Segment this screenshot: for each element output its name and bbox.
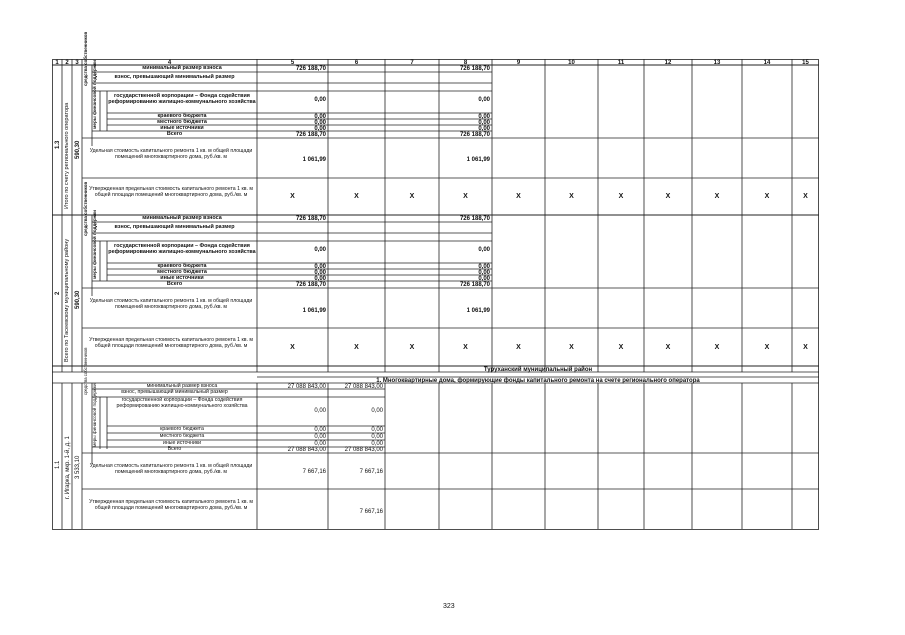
column-number: 9 xyxy=(516,60,521,66)
financing-label: меры финансовой поддержки xyxy=(92,210,97,279)
col5-other: 0,00 xyxy=(314,276,326,282)
max-cost-x: X xyxy=(618,193,624,200)
row-total: Всего xyxy=(167,446,182,452)
block-area: 590,30 xyxy=(75,140,81,159)
max-cost-x: X xyxy=(569,344,574,351)
row-regional: краевого бюджета xyxy=(157,113,207,119)
column-number: 12 xyxy=(664,60,672,66)
col6-min: 27 088 843,00 xyxy=(344,384,383,390)
max-cost-x: X xyxy=(463,193,468,200)
max-cost-x: X xyxy=(290,193,295,200)
house-index: 1.1 xyxy=(55,460,61,469)
source-label: средства собственников xyxy=(83,347,88,395)
col5-unit: 7 667,16 xyxy=(302,469,326,475)
col6-total: 27 088 843,00 xyxy=(344,447,383,453)
col8-unit: 1 061,99 xyxy=(466,157,490,163)
section-title: 1. Многоквартирные дома, формирующие фонды капитального ремонта на счете регионального оператора xyxy=(376,378,700,384)
col6-fund: 0,00 xyxy=(371,408,383,414)
col8-other: 0,00 xyxy=(478,276,490,282)
row-over-min: взнос, превышающий минимальный размер xyxy=(121,389,228,395)
max-cost-x: X xyxy=(409,344,415,351)
col8-min: 726 188,70 xyxy=(459,66,490,72)
row-other: иные источники xyxy=(160,125,204,131)
row-local: местного бюджета xyxy=(157,119,207,125)
row-total: Всего xyxy=(166,131,183,137)
row-min-contribution: минимальный размер взноса xyxy=(146,383,218,389)
col8-regional: 0,00 xyxy=(478,114,490,120)
max-cost-x: X xyxy=(618,344,624,351)
col5-local: 0,00 xyxy=(314,120,326,126)
col8-total: 726 188,70 xyxy=(459,132,490,138)
row-min-contribution: минимальный размер взноса xyxy=(142,65,222,71)
max-cost-x: X xyxy=(290,344,295,351)
col5-min: 27 088 843,00 xyxy=(287,384,326,390)
max-cost-x: X xyxy=(803,344,808,351)
max-cost-x: X xyxy=(409,193,415,200)
row-min-contribution: минимальный размер взноса xyxy=(142,215,222,221)
col8-fund: 0,00 xyxy=(478,247,490,253)
col5-unit: 1 061,99 xyxy=(302,157,326,163)
max-cost-x: X xyxy=(354,193,359,200)
column-number: 3 xyxy=(75,60,79,66)
max-cost-x: X xyxy=(714,193,720,200)
house-address: г. Игарка, мкр. 1-й, д. 1 xyxy=(65,436,71,499)
col5-total: 726 188,70 xyxy=(295,132,326,138)
column-number: 15 xyxy=(802,60,809,66)
col5-fund: 0,00 xyxy=(314,408,326,414)
col5-min: 726 188,70 xyxy=(295,66,326,72)
row-total: Всего xyxy=(166,281,183,287)
column-number: 6 xyxy=(354,60,359,66)
row-fund: государственной корпорации – Фонда содействия реформированию жилищно-коммунального хозяйства xyxy=(108,243,256,256)
block-index: 1.3 xyxy=(55,140,61,149)
col5-fund: 0,00 xyxy=(314,97,326,103)
col5-total: 726 188,70 xyxy=(295,282,326,288)
col5-min: 726 188,70 xyxy=(295,216,326,222)
max-cost-x: X xyxy=(665,344,671,351)
column-number: 13 xyxy=(713,60,721,66)
row-fund: государственной корпорации – Фонда содействия реформированию жилищно-коммунального хозяйства xyxy=(108,93,256,106)
financing-label: меры финансовой поддержки xyxy=(92,60,97,129)
col5-unit: 1 061,99 xyxy=(302,308,326,314)
max-cost-x: X xyxy=(665,193,671,200)
row-fund: государственной корпорации – Фонда содействия реформированию жилищно-коммунального хозяйства xyxy=(116,397,248,409)
row-over-min: взнос, превышающий минимальный размер xyxy=(114,74,235,80)
row-other: иные источники xyxy=(162,440,202,446)
row-max-cost: Утвержденная предельная стоимость капитального ремонта 1 кв. м общей площади помещений многоквартирного дома, руб./кв. м xyxy=(89,499,253,511)
block-area: 590,30 xyxy=(75,290,81,309)
col5-total: 27 088 843,00 xyxy=(287,447,326,453)
max-cost-x: X xyxy=(764,193,770,200)
block-title: Итого по счету регионального оператора xyxy=(64,102,70,209)
col5-local: 0,00 xyxy=(314,434,326,440)
col8-total: 726 188,70 xyxy=(459,282,490,288)
source-label: средства собственников xyxy=(83,31,88,86)
house-area: 3 533,10 xyxy=(75,455,81,479)
max-cost-x: X xyxy=(569,193,574,200)
col5-regional: 0,00 xyxy=(314,427,326,433)
col5-local: 0,00 xyxy=(314,270,326,276)
row-unit-cost: Удельная стоимость капитального ремонта 1 кв. м общей площади помещений многоквартирного дома, руб./кв. м xyxy=(89,463,253,475)
row-over-min: взнос, превышающий минимальный размер xyxy=(114,224,235,230)
max-cost-x: X xyxy=(764,344,770,351)
col8-other: 0,00 xyxy=(478,126,490,132)
col8-local: 0,00 xyxy=(478,270,490,276)
column-number: 11 xyxy=(617,60,625,66)
row-other: иные источники xyxy=(160,275,204,281)
row-unit-cost: Удельная стоимость капитального ремонта 1 кв. м общей площади помещений многоквартирного дома, руб./кв. м xyxy=(89,298,253,310)
row-max-cost: Утвержденная предельная стоимость капитального ремонта 1 кв. м общей площади помещений многоквартирного дома, руб./кв. м xyxy=(89,186,253,198)
column-number: 4 xyxy=(167,60,172,66)
page-number: 323 xyxy=(443,603,455,610)
block-title: Всего по Тасеевскому муниципальному району xyxy=(64,238,70,362)
row-unit-cost: Удельная стоимость капитального ремонта 1 кв. м общей площади помещений многоквартирного дома, руб./кв. м xyxy=(89,148,253,160)
row-local: местного бюджета xyxy=(157,269,207,275)
col6-regional: 0,00 xyxy=(371,427,383,433)
column-number: 8 xyxy=(463,60,468,66)
column-number: 1 xyxy=(55,60,59,66)
col8-fund: 0,00 xyxy=(478,97,490,103)
col8-regional: 0,00 xyxy=(478,264,490,270)
column-number: 7 xyxy=(410,60,414,66)
row-local: местного бюджета xyxy=(159,433,205,439)
max-cost-x: X xyxy=(714,344,720,351)
block-index: 2 xyxy=(55,291,61,295)
col8-min: 726 188,70 xyxy=(459,216,490,222)
col5-fund: 0,00 xyxy=(314,247,326,253)
document-table xyxy=(52,31,819,529)
col5-other: 0,00 xyxy=(314,126,326,132)
max-cost-x: X xyxy=(516,344,521,351)
col6-other: 0,00 xyxy=(371,441,383,447)
col6-local: 0,00 xyxy=(371,434,383,440)
max-cost-x: X xyxy=(803,193,808,200)
col5-regional: 0,00 xyxy=(314,114,326,120)
row-max-cost: Утвержденная предельная стоимость капитального ремонта 1 кв. м общей площади помещений многоквартирного дома, руб./кв. м xyxy=(89,337,253,349)
column-number: 14 xyxy=(763,60,771,66)
col5-other: 0,00 xyxy=(314,441,326,447)
max-cost-x: X xyxy=(354,344,359,351)
max-cost-x: X xyxy=(516,193,521,200)
column-number: 5 xyxy=(290,60,295,66)
col8-unit: 1 061,99 xyxy=(466,308,490,314)
column-number: 10 xyxy=(568,60,575,66)
col5-regional: 0,00 xyxy=(314,264,326,270)
col8-local: 0,00 xyxy=(478,120,490,126)
row-regional: краевого бюджета xyxy=(157,263,207,269)
col6-max: 7 667,16 xyxy=(359,509,383,515)
source-label: средства собственников xyxy=(83,181,88,236)
column-number: 2 xyxy=(65,60,69,66)
row-regional: краевого бюджета xyxy=(160,426,204,432)
col6-unit: 7 667,16 xyxy=(359,469,383,475)
max-cost-x: X xyxy=(463,344,468,351)
district-title: Туруханский муниципальный район xyxy=(483,367,593,373)
financing-label: меры финансовой поддержки xyxy=(92,383,97,447)
